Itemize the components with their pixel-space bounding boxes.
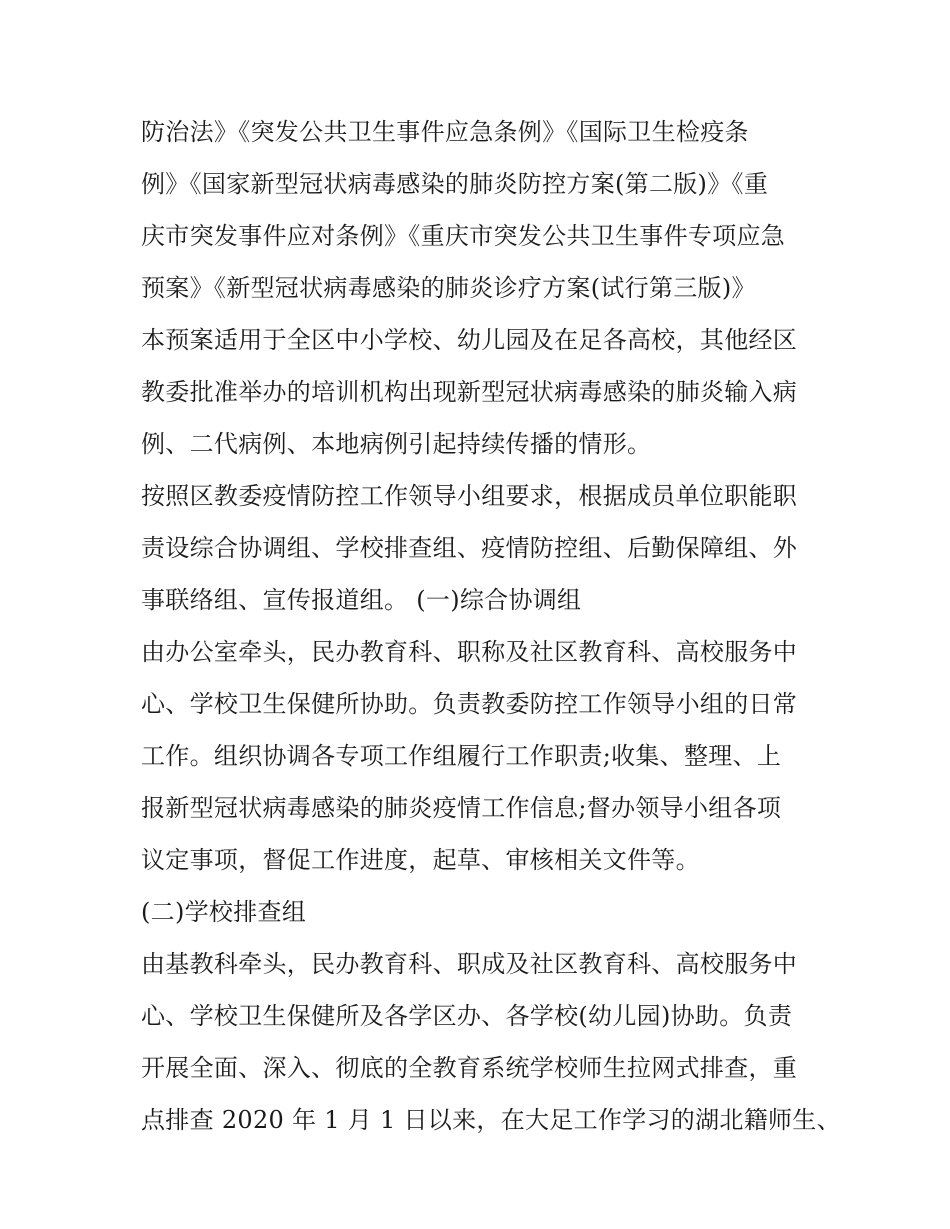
text-line: 心、学校卫生保健所及各学区办、各学校(幼儿园)协助。负责 <box>141 1002 793 1030</box>
section-heading: (二)学校排查组 <box>141 898 307 926</box>
text-line: 本预案适用于全区中小学校、幼儿园及在足各高校，其他经区 <box>141 326 798 354</box>
text-line: 议定事项，督促工作进度，起草、审核相关文件等。 <box>141 846 700 874</box>
text-line: 例》《国家新型冠状病毒感染的肺炎防控方案(第二版)》《重 <box>141 170 769 198</box>
document-body <box>141 106 841 1146</box>
text-line: 责设综合协调组、学校排查组、疫情防控组、后勤保障组、外 <box>141 534 798 562</box>
text-line: 预案》《新型冠状病毒感染的肺炎诊疗方案(试行第三版)》 <box>141 274 756 302</box>
text-line: 点排查 2020 年 1 月 1 日以来，在大足工作学习的湖北籍师生、 <box>141 1106 841 1134</box>
text-line: 心、学校卫生保健所协助。负责教委防控工作领导小组的日常 <box>141 690 798 718</box>
text-line: 例、二代病例、本地病例引起持续传播的情形。 <box>141 430 652 458</box>
text-line: 按照区教委疫情防控工作领导小组要求，根据成员单位职能职 <box>141 482 798 510</box>
text-line: 由办公室牵头，民办教育科、职称及社区教育科、高校服务中 <box>141 638 798 666</box>
text-line: 教委批准举办的培训机构出现新型冠状病毒感染的肺炎输入病 <box>141 378 798 406</box>
text-line: 开展全面、深入、彻底的全教育系统学校师生拉网式排查，重 <box>141 1054 798 1082</box>
text-line: 报新型冠状病毒感染的肺炎疫情工作信息;督办领导小组各项 <box>141 794 782 822</box>
text-line: 事联络组、宣传报道组。 (一)综合协调组 <box>141 586 582 614</box>
text-line: 庆市突发事件应对条例》《重庆市突发公共卫生事件专项应急 <box>141 222 786 250</box>
text-line: 由基教科牵头，民办教育科、职成及社区教育科、高校服务中 <box>141 950 798 978</box>
text-line: 防治法》《突发公共卫生事件应急条例》《国际卫生检疫条 <box>141 118 749 146</box>
text-line: 工作。组织协调各专项工作组履行工作职责;收集、整理、上 <box>141 742 782 770</box>
